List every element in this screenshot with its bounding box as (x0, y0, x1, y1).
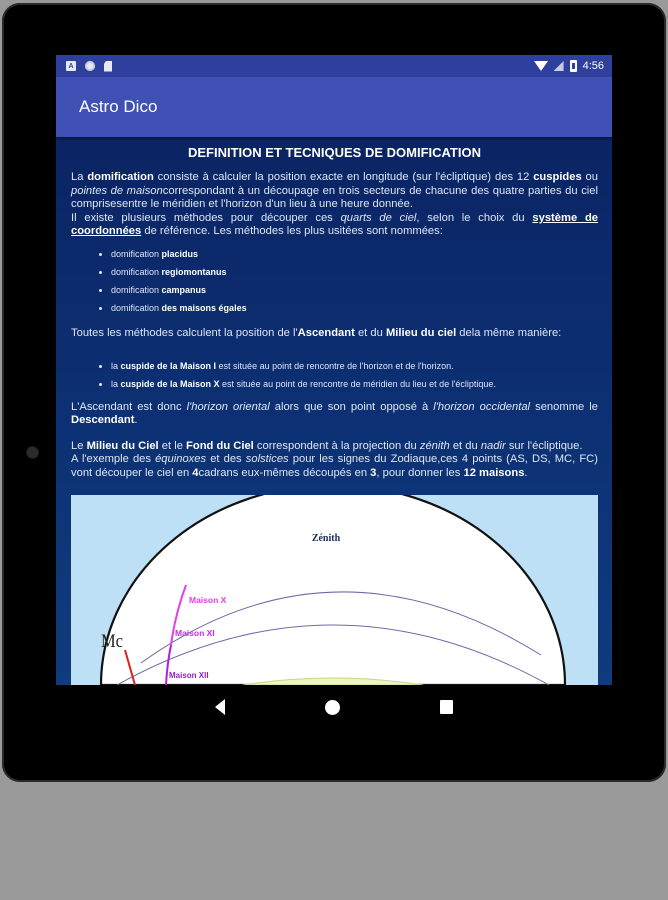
signal-icon (554, 61, 564, 71)
article-title: DEFINITION ET TECNIQUES DE DOMIFICATION (188, 145, 481, 160)
paragraph-twelve-houses: A l'exemple des équinoxes et des solstices pour les signes du Zodiaque,ces 4 points (AS, DS, MC, FC) vont découper le ciel en 4cadrans eux-mêmes découpés en 3, pour donner les 12 maisons. (71, 453, 598, 479)
front-camera (27, 447, 38, 458)
status-bar (56, 55, 612, 77)
list-item: • la cuspide de la Maison I est située au point de rencontre de l'horizon et de l'horizon. (111, 357, 598, 375)
list-item: • domification regiomontanus (111, 263, 598, 281)
coordinate-system-link[interactable]: système de coordonnées (71, 211, 598, 238)
article-content[interactable] (56, 137, 612, 685)
notification-a-icon: A (66, 61, 76, 71)
sd-card-icon (104, 61, 112, 72)
recents-button-icon[interactable] (440, 700, 453, 714)
tablet-frame (2, 3, 666, 782)
list-item: • domification placidus (111, 245, 598, 263)
mc-label: Mc (101, 630, 123, 652)
methods-list (71, 245, 598, 317)
list-item: • la cuspide de la Maison X est située au point de rencontre de méridien du lieu et de l'écliptique. (111, 375, 598, 393)
paragraph-ascendant-mc: Toutes les méthodes calculent la position de l'Ascendant et du Milieu du ciel dela même manière: (71, 326, 562, 339)
celestial-dome (101, 495, 565, 685)
app-title: Astro Dico (79, 97, 158, 116)
paragraph-methods-intro: Il existe plusieurs méthodes pour découper ces quarts de ciel, selon le choix du système de coordonnées de référence. Les méthodes les plus usitées sont nommées: (71, 211, 598, 238)
navigation-bar (56, 685, 612, 730)
domification-diagram (71, 495, 598, 685)
status-time: 4:56 (582, 60, 604, 72)
house-label-xi: Maison XI (175, 627, 215, 638)
cusps-list (71, 357, 598, 393)
house-label-x: Maison X (189, 594, 227, 605)
paragraph-descendant: L'Ascendant est donc l'horizon oriental alors que son point opposé à l'horizon occidental senomme le Descendant. (71, 400, 599, 427)
battery-icon (570, 60, 577, 72)
app-bar (56, 77, 612, 137)
home-button-icon[interactable] (325, 700, 340, 715)
list-item: • domification des maisons égales (111, 299, 598, 317)
back-button-icon[interactable] (215, 699, 225, 715)
notification-dot-icon (85, 61, 95, 71)
house-label-xii: Maison XII (169, 670, 209, 680)
paragraph-mc-fc: Le Milieu du Ciel et le Fond du Ciel correspondent à la projection du zénith et du nadir sur l'écliptique. (71, 439, 583, 452)
zenith-label: Zénith (311, 532, 341, 544)
wifi-icon (534, 61, 548, 71)
device-screen (56, 55, 612, 685)
list-item: • domification campanus (111, 281, 598, 299)
paragraph-domification: La domification consiste à calculer la position exacte en longitude (sur l'écliptique) des 12 cuspides ou pointes de maisoncorrespondant à un découpage en trois secteurs de chacune des quatre parties du ciel comprisesentre le méridien et l'horizon d'un lieu à une heure donnée. (71, 171, 599, 211)
